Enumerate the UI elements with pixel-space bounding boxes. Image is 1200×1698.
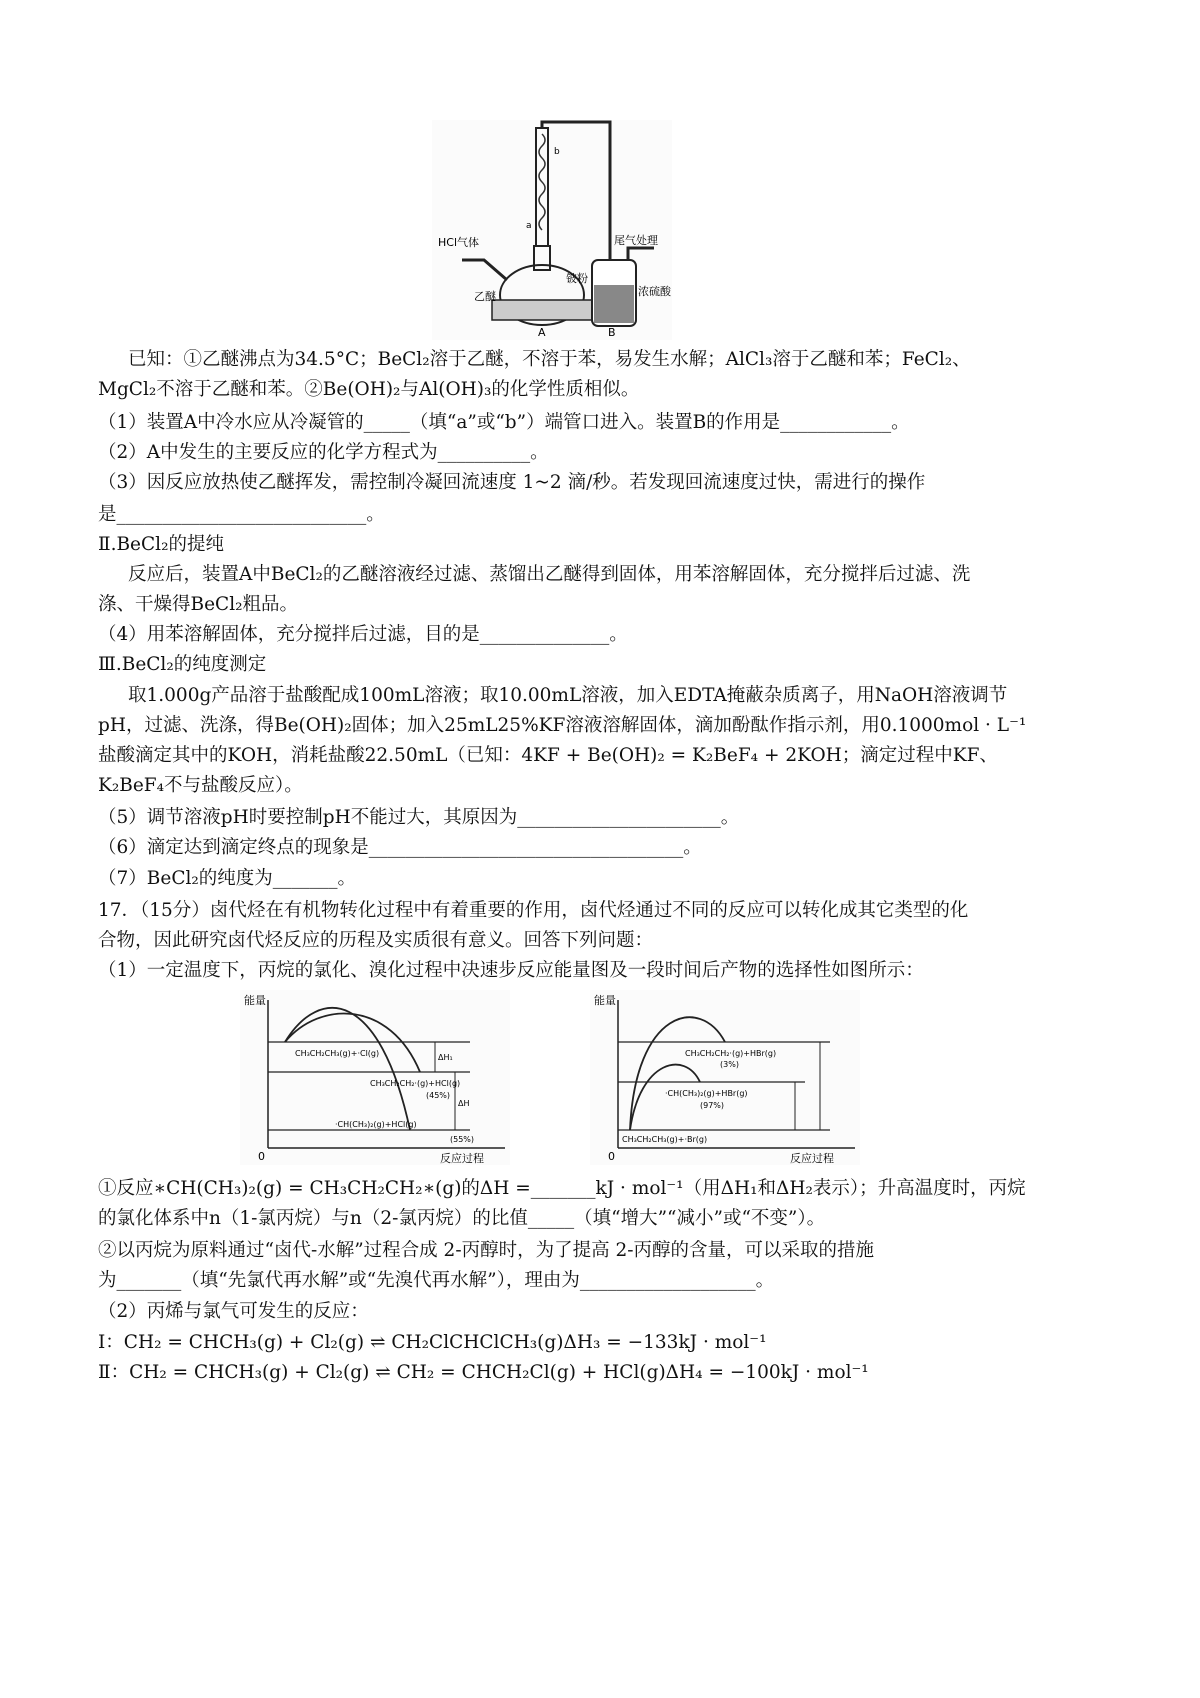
- text-line: 的氯化体系中n（1-氯丙烷）与n（2-氯丙烷）的比值_____（填“增大”“减小”或“不变”）。: [98, 1208, 826, 1229]
- chlorination-energy-diagram: [240, 990, 510, 1165]
- bottle-b-label: B: [608, 326, 616, 339]
- text-line: 涤、干燥得BeCl₂粗品。: [98, 594, 299, 615]
- chart-left-xlabel: 反应过程: [440, 1152, 484, 1165]
- acid-label: 浓硫酸: [638, 285, 671, 298]
- text-line: 合物，因此研究卤代烃反应的历程及实质很有意义。回答下列问题：: [98, 930, 654, 951]
- text-line: （4）用苯溶解固体，充分搅拌后过滤，目的是______________。: [98, 624, 628, 645]
- section-heading: Ⅱ.BeCl₂的提纯: [98, 534, 224, 555]
- chart-right-xlabel: 反应过程: [790, 1152, 834, 1165]
- bromination-energy-diagram: [590, 990, 860, 1165]
- apparatus-figure: [432, 120, 672, 340]
- chart-right-ylabel: 能量: [594, 994, 616, 1007]
- chart-left-mid-label: CH₃CH₂CH₂·(g)+HCl(g): [370, 1079, 461, 1088]
- text-line: （6）滴定达到滴定终点的现象是__________________________________。: [98, 837, 702, 858]
- chart-left-dh1: ΔH₁: [438, 1053, 453, 1062]
- condenser-b-label: b: [554, 147, 560, 157]
- equation-2: Ⅱ：CH₂ = CHCH₃(g) + Cl₂(g) ⇌ CH₂ = CHCH₂Cl(g) + HCl(g)ΔH₄ = −100kJ · mol⁻¹: [98, 1362, 869, 1383]
- chart-left-top-label: CH₃CH₂CH₃(g)+·Cl(g): [295, 1049, 380, 1058]
- text-line: K₂BeF₄不与盐酸反应）。: [98, 775, 303, 796]
- condenser-a-label: a: [526, 221, 532, 231]
- chart-right-mid-label: ·CH(CH₃)₂(g)+HBr(g): [665, 1089, 748, 1098]
- text-line: 盐酸滴定其中的KOH，消耗盐酸22.50mL（已知：4KF + Be(OH)₂ = K₂BeF₄ + 2KOH；滴定过程中KF、: [98, 745, 998, 766]
- text-line: ①反应∗CH(CH₃)₂(g) = CH₃CH₂CH₂∗(g)的ΔH =_______kJ · mol⁻¹（用ΔH₁和ΔH₂表示）；升高温度时，丙烷: [98, 1178, 1026, 1199]
- chart-right-mid-pct: (97%): [700, 1101, 725, 1110]
- question-17: 17．（15分）卤代烃在有机物转化过程中有着重要的作用，卤代烃通过不同的反应可以转化成其它类型的化: [98, 900, 969, 921]
- equation-1: Ⅰ：CH₂ = CHCH₃(g) + Cl₂(g) ⇌ CH₂ClCHClCH₃(g)ΔH₃ = −133kJ · mol⁻¹: [98, 1332, 767, 1353]
- chart-right-origin: 0: [608, 1150, 615, 1163]
- chart-left-origin: 0: [258, 1150, 265, 1163]
- section-heading: Ⅲ.BeCl₂的纯度测定: [98, 654, 267, 675]
- flask-a-label: A: [538, 326, 546, 339]
- text-line: （2）A中发生的主要反应的化学方程式为__________。: [98, 442, 549, 463]
- text-line: 取1.000g产品溶于盐酸配成100mL溶液；取10.00mL溶液，加入EDTA掩蔽杂质离子，用NaOH溶液调节: [128, 685, 1008, 706]
- text-line: （7）BeCl₂的纯度为_______。: [98, 868, 357, 889]
- chart-left-mid-pct: (45%): [426, 1091, 451, 1100]
- text-line: ②以丙烷为原料通过“卤代-水解”过程合成 2-丙醇时，为了提高 2-丙醇的含量，可以采取的措施: [98, 1240, 874, 1261]
- text-line: MgCl₂不溶于乙醚和苯。②Be(OH)₂与Al(OH)₃的化学性质相似。: [98, 379, 640, 400]
- chart-left-dh2: ΔH: [458, 1099, 470, 1108]
- chart-right-top-pct: (3%): [720, 1060, 739, 1069]
- text-line: 为_______（填“先氯代再水解”或“先溴代再水解”），理由为___________________。: [98, 1270, 775, 1291]
- chart-right-bottom-label: CH₃CH₂CH₃(g)+·Br(g): [622, 1135, 708, 1144]
- chart-left-bottom-pct: (55%): [450, 1135, 475, 1144]
- chart-left-ylabel: 能量: [244, 994, 266, 1007]
- be-powder-label: 铍粉: [566, 272, 588, 285]
- text-line: （2）丙烯与氯气可发生的反应：: [98, 1301, 369, 1322]
- text-line: （3）因反应放热使乙醚挥发，需控制冷凝回流速度 1~2 滴/秒。若发现回流速度过快，需进行的操作: [98, 472, 926, 493]
- text-line: （5）调节溶液pH时要控制pH不能过大，其原因为______________________。: [98, 807, 740, 828]
- text-line: 已知：①乙醚沸点为34.5°C；BeCl₂溶于乙醚，不溶于苯，易发生水解；AlCl₃溶于乙醚和苯；FeCl₂、: [128, 349, 971, 370]
- text-line: （1）一定温度下，丙烷的氯化、溴化过程中决速步反应能量图及一段时间后产物的选择性如图所示：: [98, 960, 924, 981]
- chart-left-bottom-label: ·CH(CH₃)₂(g)+HCl(g): [335, 1120, 417, 1129]
- chart-right-top-label: CH₃CH₂CH₂·(g)+HBr(g): [685, 1049, 777, 1058]
- text-line: pH，过滤、洗涤，得Be(OH)₂固体；加入25mL25%KF溶液溶解固体，滴加酚酞作指示剂，用0.1000mol · L⁻¹: [98, 715, 1027, 736]
- ether-label: 乙醚: [474, 290, 496, 303]
- text-line: 是___________________________。: [98, 504, 385, 525]
- text-line: 反应后，装置A中BeCl₂的乙醚溶液经过滤、蒸馏出乙醚得到固体，用苯溶解固体，充分搅拌后过滤、洗: [128, 564, 971, 585]
- hcl-label: HCl气体: [438, 236, 480, 249]
- text-line: （1）装置A中冷水应从冷凝管的_____（填“a”或“b”）端管口进入。装置B的作用是____________。: [98, 412, 910, 433]
- tail-label: 尾气处理: [614, 234, 658, 247]
